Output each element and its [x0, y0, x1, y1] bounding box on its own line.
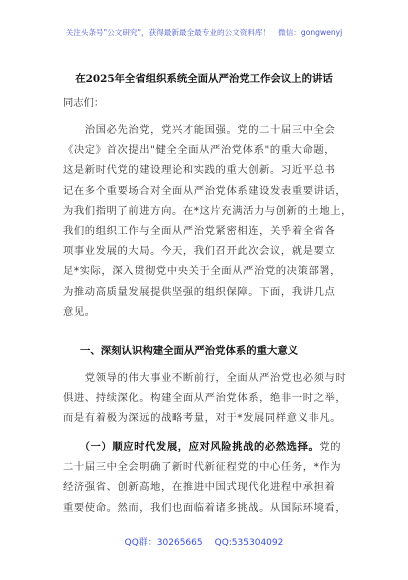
paragraph-line: 为我们指明了前进方向。在*这片充满活力与创新的土地上，	[63, 204, 353, 217]
paragraph-line: 《决定》首次提出"健全全面从严治党体系"的重大命题，	[63, 144, 336, 157]
subsection-paragraph	[63, 437, 353, 518]
paragraph-line: 项事业发展的大局。今天，我们召开此次会议，就是要立	[63, 245, 336, 258]
salutation: 同志们：	[63, 97, 105, 109]
paragraph-line: 俱进、持续深化。构建全面从严治党体系，绝非一时之举，	[63, 392, 347, 405]
paragraph-line: 治国必先治党，党兴才能国强。党的二十届三中全会	[63, 124, 336, 136]
wechat-id: 微信：gongwenyj	[278, 28, 343, 37]
paragraph-line: 经济强省、创新高地，在推进中国式现代化进程中承担着	[63, 481, 336, 494]
intro-paragraph	[63, 120, 353, 322]
section-heading: 一、深刻认识构建全面从严治党体系的重大意义	[80, 345, 299, 357]
paragraph-line: 而是有着极为深远的战略考量，对于*发展同样意义非凡。	[63, 412, 342, 425]
subsection-heading: （一）顺应时代发展，应对风险挑战的必然选择。	[63, 441, 320, 453]
section-paragraph	[63, 368, 353, 429]
promo-banner	[0, 27, 408, 38]
paragraph-line: 为推动高质量发展提供坚强的组织保障。下面，我讲几点	[63, 285, 336, 298]
paragraph-line: 记在多个重要场合对全面从严治党体系建设发表重要讲话，	[63, 184, 347, 197]
paragraph-line: 足*实际，深入贯彻党中央关于全面从严治党的决策部署，	[63, 265, 342, 278]
paragraph-line	[63, 437, 353, 457]
qq-group: QQ群：30265665	[124, 538, 203, 548]
subsection-text: 党的	[319, 441, 342, 453]
qq-number: QQ:535304092	[214, 538, 284, 548]
contact-footer	[0, 535, 408, 548]
paragraph-line: 我们的组织工作与全面从严治党紧密相连，关乎着全省各	[63, 225, 336, 238]
banner-text: 关注头条号"公文研究"，获得最新最全最专业的公文资料库！	[65, 28, 271, 37]
paragraph-line: 党领导的伟大事业不断前行，全面从严治党也必须与时	[63, 372, 347, 384]
paragraph-line: 意见。	[63, 305, 96, 318]
document-title: 在2025年全省组织系统全面从严治党工作会议上的讲话	[75, 73, 333, 85]
paragraph-line: 重要使命。然而，我们也面临着诸多挑战。从国际环境看，	[63, 501, 347, 514]
paragraph-line: 二十届三中全会明确了新时代新征程党的中心任务，*作为	[63, 461, 342, 474]
paragraph-line: 这是新时代党的建设理论和实践的重大创新。习近平总书	[63, 164, 336, 177]
